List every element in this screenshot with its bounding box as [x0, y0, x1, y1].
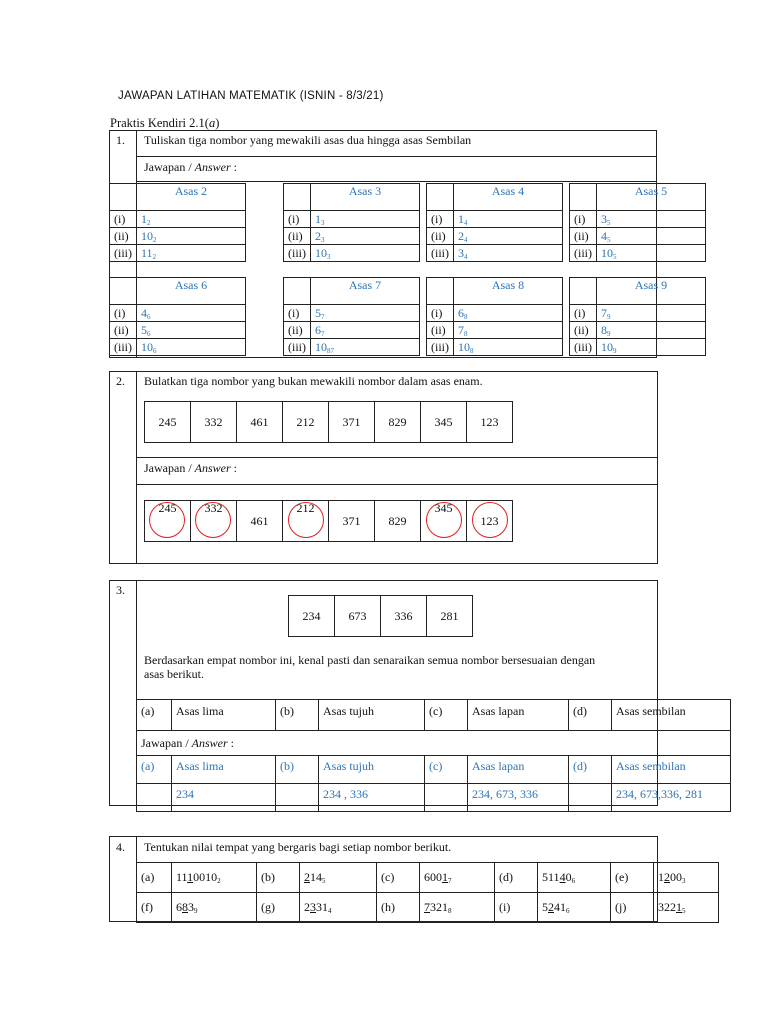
table-header-blank	[110, 278, 137, 305]
number-digits: 6	[458, 305, 464, 320]
number-base: 3	[682, 877, 686, 885]
row-value	[137, 211, 246, 228]
answer-text: Answer	[191, 735, 228, 750]
underlined-digit: 3	[310, 900, 316, 914]
table-header: Asas 2	[137, 184, 246, 211]
number-base: 3	[327, 252, 331, 261]
digits-before: 5	[542, 900, 548, 914]
q3-number-row	[288, 595, 473, 637]
digits-after: 31	[316, 900, 328, 914]
row-value	[454, 339, 563, 356]
option-label: (b)	[276, 700, 319, 731]
item-label: (h)	[377, 893, 420, 923]
number-base: 9	[607, 329, 611, 338]
underlined-digit: 1	[442, 870, 448, 884]
number-cell: 212	[283, 501, 329, 542]
underlined-digit: 2	[548, 900, 554, 914]
row-label: (iii)	[110, 245, 137, 262]
row-value	[137, 305, 246, 322]
row-label: (ii)	[427, 228, 454, 245]
item-number	[654, 863, 719, 893]
number-digits: 4	[601, 228, 607, 243]
row-label: (ii)	[110, 322, 137, 339]
page-title: JAWAPAN LATIHAN MATEMATIK (ISNIN - 8/3/21)	[118, 90, 384, 102]
option-text: Asas tujuh	[319, 756, 425, 784]
number-cell: 123	[467, 402, 513, 443]
answer-value: 234 , 336	[319, 784, 425, 812]
base-table-2	[109, 183, 246, 262]
row-label: (ii)	[570, 228, 597, 245]
digits-after: 3	[188, 900, 194, 914]
option-label: (a)	[137, 756, 172, 784]
number-digits: 2	[315, 228, 321, 243]
table-header-blank	[110, 184, 137, 211]
row-label: (i)	[570, 305, 597, 322]
number-digits: 10	[601, 339, 613, 354]
number-base: 4	[328, 907, 332, 915]
item-number	[538, 863, 611, 893]
row-value	[454, 228, 563, 245]
option-label: (b)	[276, 756, 319, 784]
number-base: 5	[682, 907, 686, 915]
table-header: Asas 5	[597, 184, 706, 211]
item-label: (i)	[495, 893, 538, 923]
number-base: 5	[607, 218, 611, 227]
row-label: (iii)	[427, 245, 454, 262]
option-label: (c)	[425, 700, 468, 731]
item-number	[172, 893, 257, 923]
row-label: (i)	[284, 305, 311, 322]
answer-value: 234	[172, 784, 276, 812]
digits-before: 1	[658, 870, 664, 884]
number-digits: 1	[141, 211, 147, 226]
row-value	[454, 211, 563, 228]
number-cell: 245	[145, 501, 191, 542]
row-value	[311, 245, 420, 262]
number-base: 2	[152, 252, 157, 261]
base-table-5	[569, 183, 706, 262]
question-1-answer-label: Jawapan / Answer :	[144, 160, 237, 174]
row-label: (iii)	[570, 339, 597, 356]
question-3-number: 3.	[116, 583, 125, 597]
option-text: Asas lima	[172, 700, 276, 731]
circle-mark	[288, 502, 324, 538]
item-label: (f)	[137, 893, 172, 923]
number-cell: 336	[381, 596, 427, 637]
number-base: 5	[322, 877, 326, 885]
jawapan-text: Jawapan /	[141, 735, 192, 750]
number-digits: 10	[315, 245, 327, 260]
number-digits: 5	[315, 305, 321, 320]
item-number	[300, 893, 377, 923]
row-value	[311, 339, 420, 356]
number-base: 2	[217, 877, 221, 885]
number-cell: 332	[191, 402, 237, 443]
number-digits: 10	[601, 245, 613, 260]
row-value	[137, 228, 246, 245]
item-label: (a)	[137, 863, 172, 893]
row-value	[311, 322, 420, 339]
option-text: Asas lapan	[468, 700, 569, 731]
number-cell: 461	[237, 501, 283, 542]
row-label: (ii)	[284, 322, 311, 339]
row-value	[597, 322, 706, 339]
answer-label-row	[137, 731, 731, 756]
row-label: (iii)	[284, 245, 311, 262]
number-base: 2	[147, 218, 151, 227]
number-digits: 8	[601, 322, 607, 337]
section-subtitle: Praktis Kendiri 2.1(a)	[110, 116, 220, 130]
number-base: 6	[147, 312, 151, 321]
row-label: (i)	[110, 211, 137, 228]
question-1-text: Tuliskan tiga nombor yang mewakili asas dua hingga asas Sembilan	[144, 133, 472, 147]
circle-mark	[149, 502, 185, 538]
number-cell: 345	[421, 402, 467, 443]
base-table-8	[426, 277, 563, 356]
row-label: (i)	[427, 305, 454, 322]
item-number	[300, 863, 377, 893]
base-table-3	[283, 183, 420, 262]
option-text: Asas sembilan	[612, 756, 731, 784]
option-text: Asas lapan	[468, 756, 569, 784]
number-base: 8	[464, 329, 468, 338]
table-header: Asas 8	[454, 278, 563, 305]
item-number	[538, 893, 611, 923]
number-cell: 345	[421, 501, 467, 542]
row-label: (i)	[110, 305, 137, 322]
option-text: Asas lima	[172, 756, 276, 784]
number-base: 8	[464, 312, 468, 321]
number-cell: 371	[329, 501, 375, 542]
item-label: (e)	[611, 863, 654, 893]
number-digits: 10	[141, 228, 153, 243]
number-base: 6	[571, 877, 576, 885]
row-value	[311, 211, 420, 228]
number-cell: 829	[375, 402, 421, 443]
item-label: (j)	[611, 893, 654, 923]
circle-mark	[472, 502, 508, 538]
option-label: (d)	[569, 756, 612, 784]
digits-after: 0010	[193, 870, 218, 884]
row-value	[597, 245, 706, 262]
question-4-number: 4.	[116, 840, 125, 854]
row-label: (iii)	[284, 339, 311, 356]
row-value	[137, 245, 246, 262]
underlined-digit: 1	[187, 870, 194, 884]
number-cell: 245	[145, 402, 191, 443]
number-base: 5	[613, 252, 617, 261]
number-digits: 1	[315, 211, 321, 226]
question-1-number: 1.	[116, 133, 125, 147]
number-base: 2	[153, 235, 157, 244]
number-base: 9	[613, 346, 617, 355]
underlined-digit: 7	[424, 900, 430, 914]
number-base: 7	[448, 877, 452, 885]
row-label: (i)	[284, 211, 311, 228]
table-header: Asas 3	[311, 184, 420, 211]
number-digits: 7	[458, 322, 464, 337]
question-2-text: Bulatkan tiga nombor yang bukan mewakili nombor dalam asas enam.	[144, 374, 483, 388]
question-3-text: Berdasarkan empat nombor ini, kenal pasti dan senaraikan semua nombor bersesuaian dengan asas berikut.	[144, 653, 596, 681]
q2-number-row	[144, 401, 513, 443]
underlined-digit: 2	[304, 870, 310, 884]
table-header: Asas 6	[137, 278, 246, 305]
blank-cell	[276, 784, 319, 812]
item-label: (b)	[257, 863, 300, 893]
row-label: (iii)	[110, 339, 137, 356]
number-base: 7	[321, 329, 325, 338]
number-base: 3	[321, 235, 325, 244]
blank-cell	[569, 784, 612, 812]
number-base: 5	[607, 235, 611, 244]
number-base: 87	[327, 346, 334, 355]
table-header-blank	[427, 184, 454, 211]
base-table-4	[426, 183, 563, 262]
option-label: (a)	[137, 700, 172, 731]
number-base: 3	[321, 218, 325, 227]
number-base: 8	[448, 907, 452, 915]
number-cell: 123	[467, 501, 513, 542]
number-digits: 4	[141, 305, 147, 320]
base-table-6	[109, 277, 246, 356]
underlined-digit: 8	[182, 900, 188, 914]
digits-before: 11	[176, 870, 188, 884]
option-text: Asas sembilan	[612, 700, 731, 731]
digits-after: 41	[554, 900, 566, 914]
number-cell: 673	[335, 596, 381, 637]
row-value	[137, 322, 246, 339]
circle-mark	[426, 502, 462, 538]
underlined-digit: 2	[664, 870, 670, 884]
row-label: (ii)	[284, 228, 311, 245]
item-number	[420, 893, 495, 923]
number-base: 7	[321, 312, 325, 321]
underlined-digit: 1	[676, 900, 682, 914]
item-label: (c)	[377, 863, 420, 893]
row-label: (i)	[427, 211, 454, 228]
item-label: (g)	[257, 893, 300, 923]
number-base: 4	[464, 218, 468, 227]
table-header: Asas 9	[597, 278, 706, 305]
number-cell: 281	[427, 596, 473, 637]
q3-options-table	[136, 699, 731, 812]
number-base: 4	[464, 235, 468, 244]
table-header: Asas 4	[454, 184, 563, 211]
colon: :	[227, 735, 234, 750]
row-value	[137, 339, 246, 356]
number-cell: 461	[237, 402, 283, 443]
row-label: (iii)	[570, 245, 597, 262]
number-digits: 10	[141, 339, 153, 354]
number-cell: 332	[191, 501, 237, 542]
question-2-answer-label: Jawapan / Answer :	[144, 461, 237, 475]
item-number	[654, 893, 719, 923]
number-base: 6	[566, 907, 570, 915]
number-cell: 234	[289, 596, 335, 637]
number-digits: 10	[458, 339, 470, 354]
row-label: (ii)	[570, 322, 597, 339]
blank-cell	[425, 784, 468, 812]
digits-before: 600	[424, 870, 442, 884]
number-digits: 11	[141, 245, 153, 260]
option-label: (d)	[569, 700, 612, 731]
number-digits: 3	[601, 211, 607, 226]
item-label: (d)	[495, 863, 538, 893]
row-value	[454, 305, 563, 322]
underlined-digit: 4	[559, 870, 566, 884]
row-value	[454, 322, 563, 339]
table-header-blank	[284, 278, 311, 305]
row-value	[454, 245, 563, 262]
option-text: Asas tujuh	[319, 700, 425, 731]
row-label: (ii)	[110, 228, 137, 245]
number-base: 6	[153, 346, 157, 355]
option-label: (c)	[425, 756, 468, 784]
row-value	[597, 305, 706, 322]
answer-value: 234, 673, 336	[468, 784, 569, 812]
digits-after: 321	[430, 900, 448, 914]
table-header-blank	[427, 278, 454, 305]
number-base: 6	[147, 329, 151, 338]
number-cell: 371	[329, 402, 375, 443]
table-header-blank	[570, 278, 597, 305]
digits-after: 00	[670, 870, 682, 884]
row-value	[597, 228, 706, 245]
number-digits: 2	[458, 228, 464, 243]
number-base: 4	[464, 252, 468, 261]
q4-table	[136, 862, 719, 923]
question-2-number: 2.	[116, 374, 125, 388]
number-cell: 829	[375, 501, 421, 542]
digits-before: 2	[304, 900, 310, 914]
row-value	[311, 228, 420, 245]
base-table-7	[283, 277, 420, 356]
number-base: 9	[607, 312, 611, 321]
number-digits: 5	[141, 322, 147, 337]
number-base: 8	[470, 346, 474, 355]
row-value	[311, 305, 420, 322]
base-table-9	[569, 277, 706, 356]
item-number	[172, 863, 257, 893]
number-base: 9	[194, 907, 198, 915]
number-digits: 1	[458, 211, 464, 226]
row-value	[597, 339, 706, 356]
digits-after: 0	[565, 870, 572, 884]
number-digits: 10	[315, 339, 327, 354]
blank-cell	[137, 784, 172, 812]
row-label: (i)	[570, 211, 597, 228]
row-value	[597, 211, 706, 228]
row-label: (ii)	[427, 322, 454, 339]
digits-after: 14	[310, 870, 322, 884]
number-cell: 212	[283, 402, 329, 443]
digits-before: 511	[542, 870, 560, 884]
row-label: (iii)	[427, 339, 454, 356]
number-digits: 3	[458, 245, 464, 260]
circle-mark	[195, 502, 231, 538]
table-header: Asas 7	[311, 278, 420, 305]
number-digits: 6	[315, 322, 321, 337]
table-header-blank	[570, 184, 597, 211]
table-header-blank	[284, 184, 311, 211]
number-digits: 7	[601, 305, 607, 320]
question-4-text: Tentukan nilai tempat yang bergaris bagi setiap nombor berikut.	[144, 840, 452, 854]
answer-value: 234, 673,336, 281	[612, 784, 731, 812]
digits-before: 322	[658, 900, 676, 914]
digits-before: 6	[176, 900, 182, 914]
item-number	[420, 863, 495, 893]
